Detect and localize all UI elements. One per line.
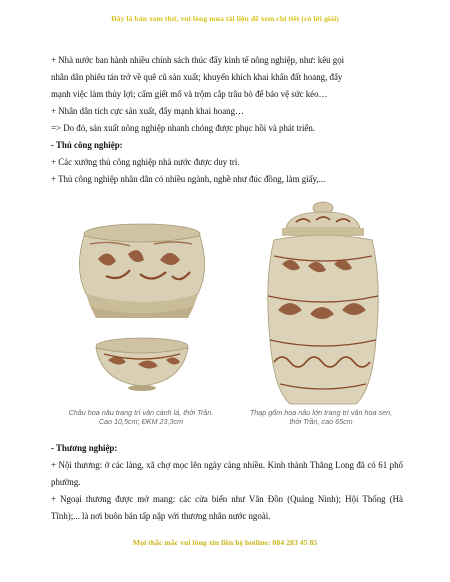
text-line: + Nhà nước ban hành nhiều chính sách thúc đẩy kinh tế nông nghiệp, như: kêu gọi — [51, 55, 345, 65]
text-paragraph: + Ngoại thương được mở mang: các cửa biển như Vân Đồn (Quảng Ninh); Hội Thống (Hà Tĩnh);... là nơi buôn bán tấp nập với thương nhân nước ngoài. — [51, 494, 403, 521]
section-commerce — [51, 440, 403, 525]
ceramic-bowl-image — [68, 214, 216, 404]
preview-banner[interactable]: Đây là bản xem thử, vui lòng mua tài liệu để xem chi tiết (có lời giải) — [111, 14, 339, 23]
heading-handicraft: - Thủ công nghiệp: — [51, 140, 123, 150]
text-line: + Nhân dân tích cực sản xuất, đẩy mạnh khai hoang… — [51, 106, 244, 116]
hotline-banner[interactable]: Mọi thắc mắc vui lòng xin liên hệ hotline: 084 283 45 85 — [132, 538, 318, 547]
text-line: => Do đó, sản xuất nông nghiệp nhanh chóng được phục hồi và phát triển. — [51, 123, 316, 133]
text-line: nhân dân phiêu tán trở về quê cũ sản xuất; khuyến khích khai khẩn đất hoang, đẩy — [51, 72, 343, 82]
text-line: mạnh việc làm thủy lợi; cấm giết mổ và trộm cắp trâu bò để bảo vệ sức kéo… — [51, 89, 328, 99]
text-paragraph: + Nội thương: ở các làng, xã chợ mọc lên ngày càng nhiều. Kinh thành Thăng Long đã có 61 phố phường. — [51, 460, 403, 487]
text-line: + Các xưởng thủ công nghiệp nhà nước được duy trì. — [51, 157, 240, 167]
text-line: + Thủ công nghiệp nhân dân có nhiều ngành, nghề như đúc đồng, làm giấy,... — [51, 174, 326, 184]
section-agriculture-crafts — [51, 52, 403, 188]
left-figure-caption: Châu hoa nâu trang trí văn cành lá, thời Trần. Cao 10,5cm; ĐKM 23,3cm — [68, 408, 214, 426]
ceramic-jar-image — [260, 200, 386, 408]
right-figure-caption: Thạp gốm hoa nâu lớn trang trí văn hoa sen, thời Trần, cao 65cm — [249, 408, 393, 426]
heading-commerce: - Thương nghiệp: — [51, 443, 118, 453]
